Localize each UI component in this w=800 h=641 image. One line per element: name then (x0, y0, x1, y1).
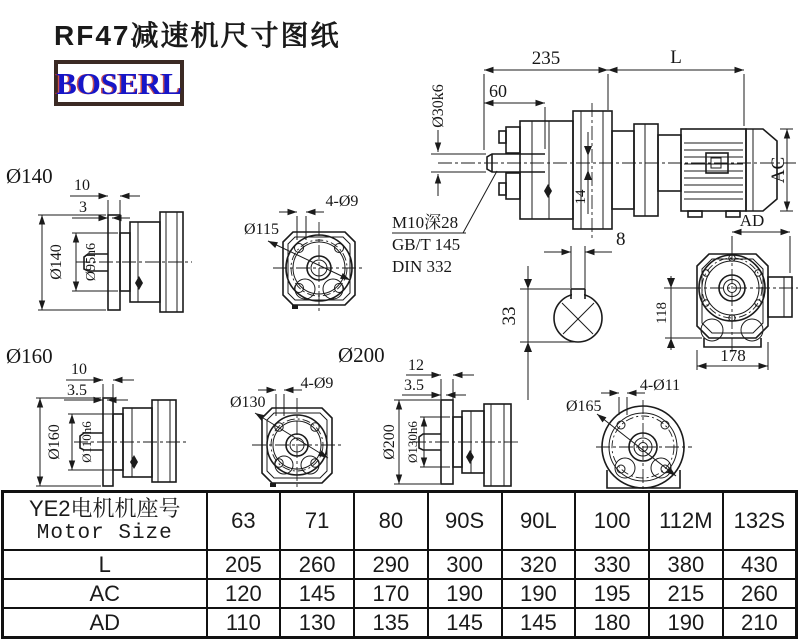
dim-h-12: 12 (408, 357, 424, 374)
dim-235: 235 (531, 48, 561, 69)
col-header-112m: 112M (649, 492, 723, 551)
table-cell: 195 (575, 579, 649, 608)
label-o140: Ø140 (6, 164, 53, 188)
dim-f-outer: Ø160 (46, 424, 63, 460)
table-cell: 260 (280, 550, 354, 579)
col-header-80: 80 (354, 492, 428, 551)
dim-h-spigot: Ø130h6 (405, 421, 420, 463)
dim-f-spigot: Ø110h6 (79, 421, 94, 463)
view-o160-side (6, 344, 186, 486)
row-label-AD: AD (3, 608, 207, 638)
dim-h-3p5: 3.5 (404, 377, 424, 394)
table-cell: 190 (502, 579, 576, 608)
table-cell: 205 (207, 550, 281, 579)
dim-c-bolt-circle: Ø115 (244, 221, 279, 238)
motor-size-header-en: Motor Size (36, 521, 173, 545)
dim-g-holes: 4-Ø9 (300, 375, 334, 392)
page-title: RF47减速机尺寸图纸 (54, 20, 341, 51)
table-cell: 180 (575, 608, 649, 638)
table-cell: 145 (428, 608, 502, 638)
table-cell: 145 (280, 579, 354, 608)
col-header-90l: 90L (502, 492, 576, 551)
table-row-AD (3, 608, 797, 638)
col-header-100: 100 (575, 492, 649, 551)
reducer-front-view (654, 211, 798, 370)
label-o160: Ø160 (6, 344, 53, 368)
dim-g-bolt-circle: Ø130 (230, 394, 266, 411)
row-label-AC: AC (3, 579, 207, 608)
table-cell: 120 (207, 579, 281, 608)
dim-60: 60 (489, 81, 507, 101)
table-cell: 380 (649, 550, 723, 579)
note-std1: GB/T 145 (392, 235, 461, 254)
note-thread: M10深28 (392, 213, 459, 232)
table-cell: 190 (428, 579, 502, 608)
motor-fins (684, 143, 743, 199)
dim-key-width: 8 (616, 229, 626, 250)
table-cell: 145 (502, 608, 576, 638)
table-row-AC (3, 579, 797, 608)
note-std2: DIN 332 (392, 257, 452, 276)
table-cell: 130 (280, 608, 354, 638)
dim-b-spigot: Ø95h6 (84, 242, 99, 282)
flange-o115-front (244, 193, 365, 314)
dim-b-3: 3 (79, 199, 87, 216)
table-cell: 210 (723, 608, 797, 638)
dim-118: 118 (654, 302, 670, 324)
motor-size-header (3, 492, 207, 551)
dim-178: 178 (720, 346, 746, 365)
dim-b-10: 10 (74, 177, 90, 194)
col-header-90s: 90S (428, 492, 502, 551)
motor-size-header-cn: YE2电机机座号 (28, 496, 181, 522)
flange-o130-front (230, 375, 342, 492)
dim-14: 14 (573, 189, 589, 205)
view-o140-side (6, 164, 192, 312)
dim-AC: AC (768, 156, 789, 184)
dim-AD: AD (739, 211, 765, 230)
dim-f-10: 10 (71, 361, 87, 378)
boserl-logo-text: BOSERL (56, 65, 182, 101)
table-cell: 215 (649, 579, 723, 608)
col-header-71: 71 (280, 492, 354, 551)
shaft-section-view (499, 229, 626, 400)
table-cell: 110 (207, 608, 281, 638)
col-header-132s: 132S (723, 492, 797, 551)
flange-o165-front (566, 377, 692, 492)
table-cell: 320 (502, 550, 576, 579)
dim-h-outer: Ø200 (381, 424, 398, 460)
table-cell: 170 (354, 579, 428, 608)
table-cell: 190 (649, 608, 723, 638)
dim-b-outer: Ø140 (48, 244, 65, 280)
dim-shaft-dia: Ø30k6 (430, 84, 447, 128)
dim-c-holes: 4-Ø9 (325, 193, 359, 210)
view-o200-side (338, 343, 520, 486)
dim-i-bolt-circle: Ø165 (566, 398, 602, 415)
dim-f-3p5: 3.5 (67, 382, 87, 399)
main-side-view (392, 47, 796, 276)
dimension-table (1, 490, 798, 639)
label-o200: Ø200 (338, 343, 385, 367)
dim-i-holes: 4-Ø11 (639, 377, 681, 394)
table-cell: 330 (575, 550, 649, 579)
table-cell: 135 (354, 608, 428, 638)
table-cell: 300 (428, 550, 502, 579)
col-header-63: 63 (207, 492, 281, 551)
dim-L: L (670, 47, 682, 68)
table-cell: 260 (723, 579, 797, 608)
table-cell: 430 (723, 550, 797, 579)
table-row-L (3, 550, 797, 579)
table-cell: 290 (354, 550, 428, 579)
table-header-row (3, 492, 797, 551)
row-label-L: L (3, 550, 207, 579)
dim-key-height: 33 (499, 306, 520, 326)
